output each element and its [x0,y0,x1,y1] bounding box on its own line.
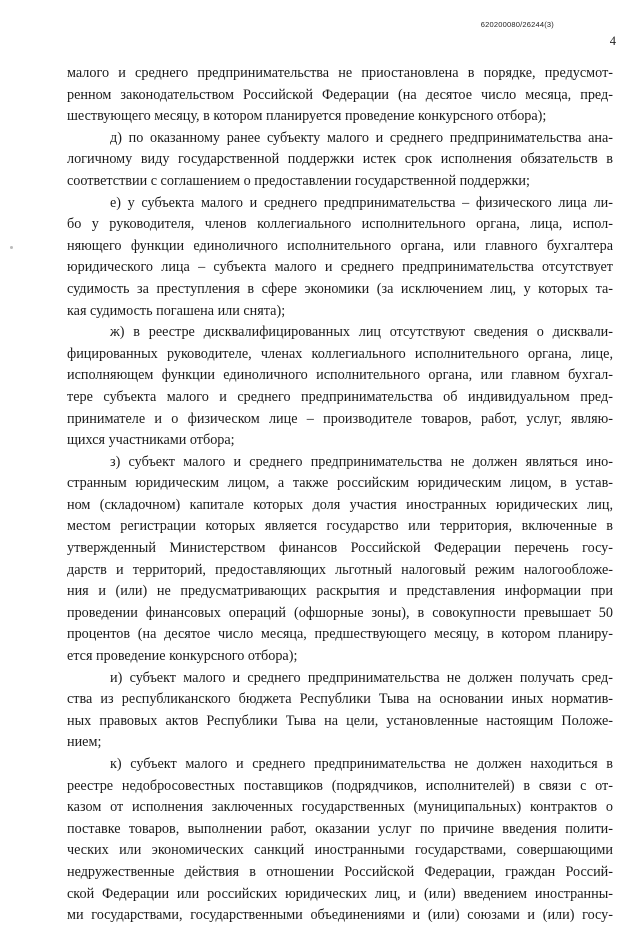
text-line: процентов (на десятое число месяца, предшествующего месяцу, в котором планиру- [67,626,613,643]
text-line: логичному виду государственной поддержки истек срок исполнения обязательств в [67,151,613,168]
text-line: казом от исполнения заключенных государственных (муниципальных) контрактов о [67,799,613,816]
scan-speck [10,246,13,249]
text-line: кая судимость погашена или снята); [67,302,286,319]
text-line: принимателе и о физическом лице – производителе товаров, работ, услуг, являю- [67,410,613,427]
text-line: проведении финансовых операций (офшорные зоны), в совокупности превышает 50 [67,604,613,621]
text-line: дарств и территорий, предоставляющих льготный налоговый режим налогообложе- [67,561,613,578]
text-line: ется проведение конкурсного отбора); [67,648,298,665]
text-line: реестре недобросовестных поставщиков (подрядчиков, исполнителей) в связи с от- [67,777,613,794]
text-line: странным юридическим лицом, а также российским юридическим лицом, в устав- [67,475,613,492]
document-body [67,63,613,927]
text-line: тере субъекта малого и среднего предпринимательства об индивидуальном пред- [67,388,613,405]
text-line: юридического лица – субъекта малого и среднего предпринимательства отсутствует [67,259,613,276]
text-line: ния и (или) не предусматривающих раскрытия и представления информации при [67,583,613,600]
text-line: ж) в реестре дисквалифицированных лиц отсутствуют сведения о дисквали- [110,324,613,341]
text-line: шествующего месяцу, в котором планируется проведение конкурсного отбора); [67,108,547,125]
text-line: малого и среднего предпринимательства не приостановлена в порядке, предусмот- [67,65,613,81]
page-number: 4 [609,34,616,48]
text-line: бо у руководителя, членов коллегиального исполнительного органа, лица, испол- [67,216,613,233]
text-line: соответствии с соглашением о предоставлении государственной поддержки; [67,172,530,189]
text-line: ренном законодательством Российской Федерации (на десятое число месяца, пред- [67,86,613,103]
text-line: нием; [67,734,102,751]
text-line: щихся участниками отбора; [67,432,235,449]
text-line: з) субъект малого и среднего предпринимательства не должен являться ино- [110,453,613,470]
text-line: няющего функции единоличного исполнительного органа, или главного бухгалтера [67,237,613,254]
text-line: местом регистрации которых является государство или территория, включенные в [67,518,613,535]
text-line: фицированных руководителе, членах коллегиального исполнительного органа, лице, [67,345,613,362]
text-line: е) у субъекта малого и среднего предпринимательства – физического лица ли- [110,194,613,211]
text-line: исполняющем функции единоличного исполнительного органа, или главном бухгал- [67,367,613,384]
text-line: судимость за преступления в сфере экономики (за исключением лиц, у которых та- [67,280,613,297]
text-line: ном (складочном) капитале которых доля участия иностранных юридических лиц, [67,496,613,513]
text-line: и) субъект малого и среднего предпринимательства не должен получать сред- [110,669,613,686]
text-line: ства из республиканского бюджета Республики Тыва на основании иных норматив- [67,691,613,708]
document-code: 620200080/26244(3) [480,20,554,29]
text-line: недружественные действия в отношении Российской Федерации, граждан Россий- [67,863,613,880]
text-line: к) субъект малого и среднего предпринимательства не должен находиться в [110,756,613,772]
text-line: утвержденный Министерством финансов Российской Федерации перечень госу- [67,540,613,557]
text-line: ми государствами, государственными объединениями и (или) союзами и (или) госу- [67,907,613,924]
text-line: поставке товаров, выполнении работ, оказании услуг по причине введения полити- [67,820,613,837]
text-line: д) по оказанному ранее субъекту малого и среднего предпринимательства ана- [110,129,613,146]
text-line: ческих или экономических санкций иностранными государствами, совершающими [67,842,613,859]
text-line: ных правовых актов Республики Тыва на цели, установленные настоящим Положе- [67,712,613,729]
text-line: ской Федерации или российских юридических лиц, и (или) введением иностранны- [67,885,613,902]
